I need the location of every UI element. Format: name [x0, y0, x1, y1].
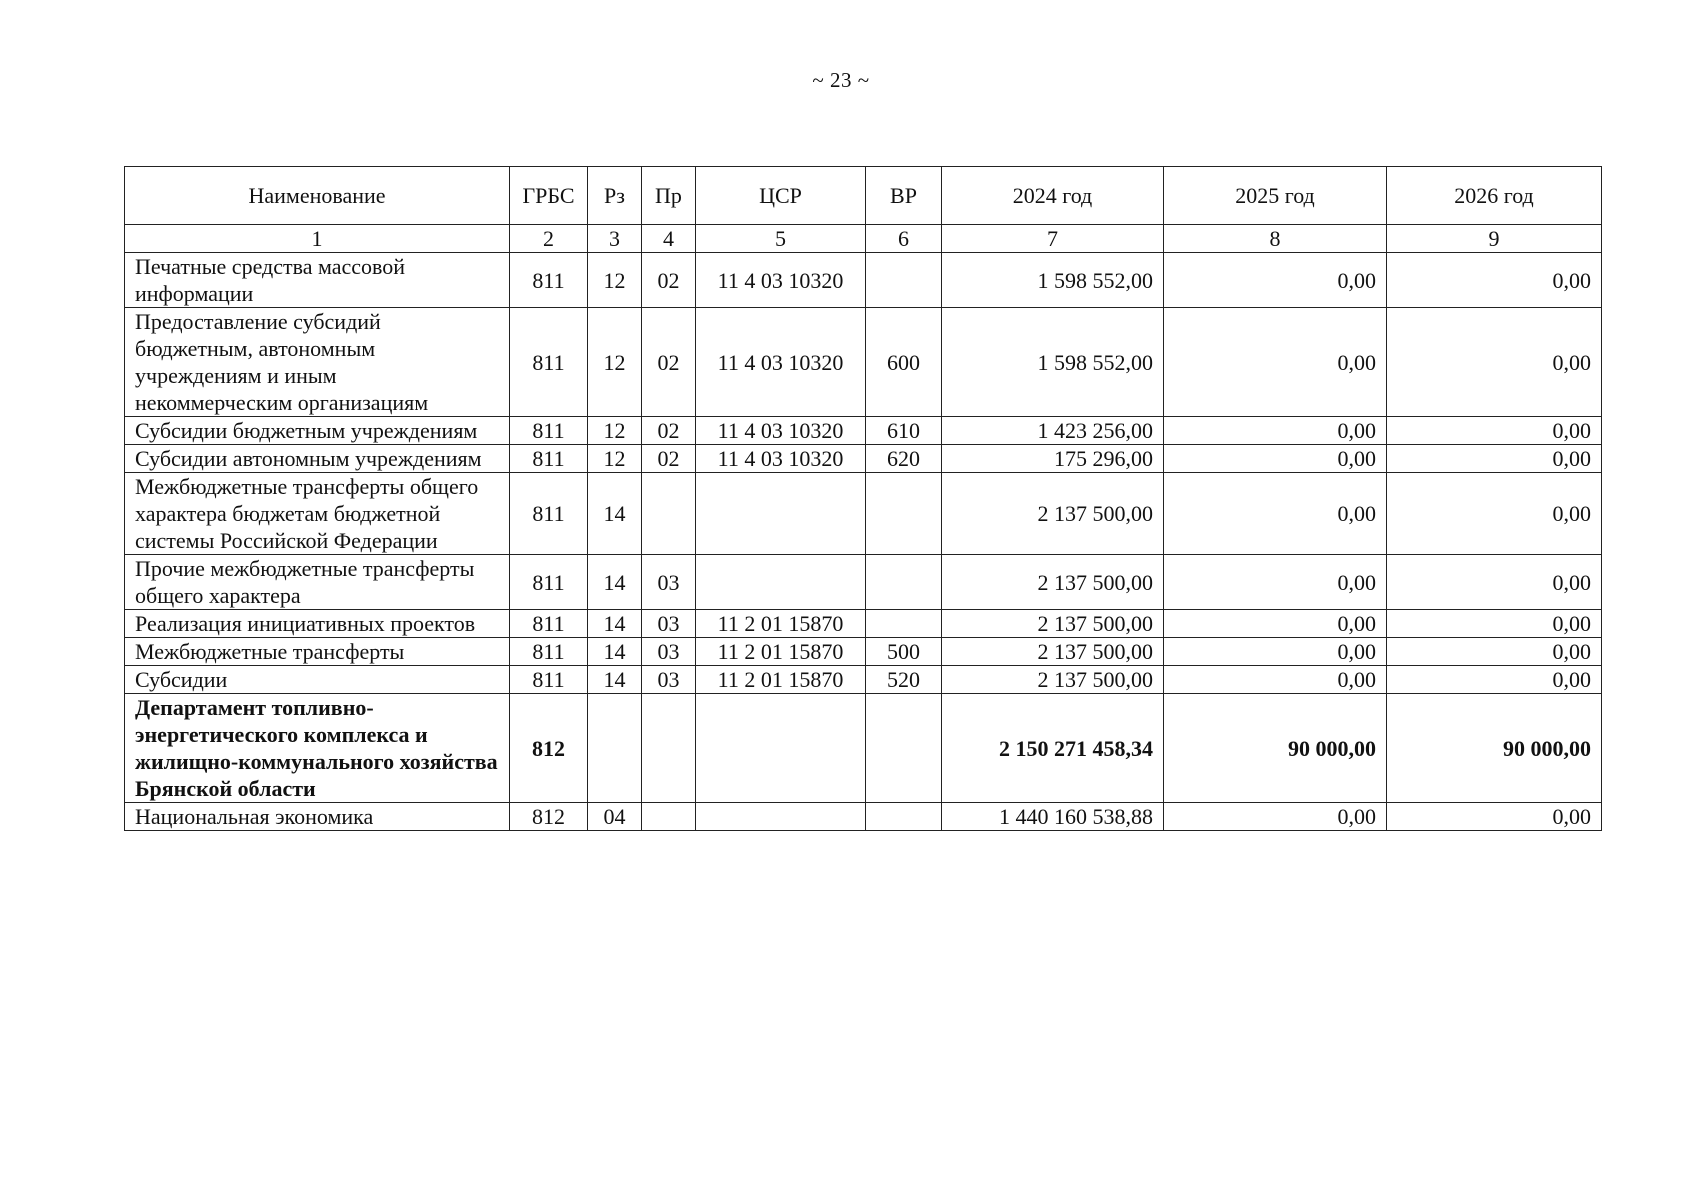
row-grbs: 811 [510, 417, 588, 445]
row-csr: 11 4 03 10320 [696, 308, 866, 417]
page-number: ~ 23 ~ [812, 68, 870, 92]
row-amount-2026: 0,00 [1387, 253, 1602, 308]
row-pr: 02 [642, 417, 696, 445]
row-name: Предоставление субсидий бюджетным, автономным учреждениям и иным некоммерческим организациям [125, 308, 510, 417]
row-amount-2024: 175 296,00 [942, 445, 1164, 473]
column-number: 8 [1164, 225, 1387, 253]
header-pr: Пр [642, 167, 696, 225]
column-number: 9 [1387, 225, 1602, 253]
row-vr: 610 [866, 417, 942, 445]
row-csr [696, 694, 866, 803]
row-pr: 02 [642, 253, 696, 308]
table-row [125, 666, 1602, 694]
row-vr: 600 [866, 308, 942, 417]
table-row [125, 417, 1602, 445]
row-amount-2025: 0,00 [1164, 417, 1387, 445]
row-amount-2024: 2 150 271 458,34 [942, 694, 1164, 803]
row-pr: 03 [642, 610, 696, 638]
column-number: 5 [696, 225, 866, 253]
header-grbs: ГРБС [510, 167, 588, 225]
row-name: Реализация инициативных проектов [125, 610, 510, 638]
table-row [125, 694, 1602, 803]
row-amount-2026: 0,00 [1387, 555, 1602, 610]
row-rz: 14 [588, 638, 642, 666]
row-pr [642, 803, 696, 831]
table-row [125, 638, 1602, 666]
row-rz: 14 [588, 555, 642, 610]
row-amount-2024: 2 137 500,00 [942, 555, 1164, 610]
row-amount-2025: 0,00 [1164, 666, 1387, 694]
row-csr: 11 2 01 15870 [696, 610, 866, 638]
row-amount-2026: 0,00 [1387, 666, 1602, 694]
row-grbs: 811 [510, 638, 588, 666]
row-grbs: 811 [510, 610, 588, 638]
row-grbs: 811 [510, 445, 588, 473]
row-grbs: 811 [510, 666, 588, 694]
row-vr: 520 [866, 666, 942, 694]
row-csr: 11 4 03 10320 [696, 445, 866, 473]
row-amount-2026: 0,00 [1387, 308, 1602, 417]
table-row [125, 253, 1602, 308]
row-pr [642, 473, 696, 555]
row-pr: 03 [642, 555, 696, 610]
table-row [125, 473, 1602, 555]
row-grbs: 811 [510, 555, 588, 610]
row-vr: 620 [866, 445, 942, 473]
row-rz: 14 [588, 610, 642, 638]
row-name: Национальная экономика [125, 803, 510, 831]
row-grbs: 811 [510, 253, 588, 308]
row-amount-2025: 0,00 [1164, 610, 1387, 638]
header-vr: ВР [866, 167, 942, 225]
row-amount-2024: 2 137 500,00 [942, 473, 1164, 555]
row-csr: 11 2 01 15870 [696, 638, 866, 666]
row-csr: 11 2 01 15870 [696, 666, 866, 694]
row-vr [866, 253, 942, 308]
row-name: Субсидии автономным учреждениям [125, 445, 510, 473]
budget-table [124, 166, 1602, 831]
row-amount-2024: 1 440 160 538,88 [942, 803, 1164, 831]
row-amount-2026: 90 000,00 [1387, 694, 1602, 803]
column-number: 4 [642, 225, 696, 253]
row-rz: 14 [588, 473, 642, 555]
column-number-row [125, 225, 1602, 253]
row-csr [696, 803, 866, 831]
row-pr: 03 [642, 638, 696, 666]
row-vr [866, 694, 942, 803]
row-vr [866, 803, 942, 831]
row-amount-2024: 1 423 256,00 [942, 417, 1164, 445]
header-name: Наименование [125, 167, 510, 225]
row-name: Департамент топливно-энергетического комплекса и жилищно-коммунального хозяйства Брянской области [125, 694, 510, 803]
header-2026: 2026 год [1387, 167, 1602, 225]
header-rz: Рз [588, 167, 642, 225]
row-amount-2025: 0,00 [1164, 253, 1387, 308]
row-pr: 02 [642, 445, 696, 473]
row-vr [866, 473, 942, 555]
row-amount-2025: 90 000,00 [1164, 694, 1387, 803]
row-grbs: 811 [510, 308, 588, 417]
column-number: 6 [866, 225, 942, 253]
header-csr: ЦСР [696, 167, 866, 225]
row-name: Субсидии [125, 666, 510, 694]
row-amount-2025: 0,00 [1164, 638, 1387, 666]
row-pr: 03 [642, 666, 696, 694]
row-vr [866, 555, 942, 610]
row-pr [642, 694, 696, 803]
column-number: 2 [510, 225, 588, 253]
row-amount-2025: 0,00 [1164, 803, 1387, 831]
table-body [125, 225, 1602, 831]
header-2024: 2024 год [942, 167, 1164, 225]
row-rz: 12 [588, 253, 642, 308]
column-number: 1 [125, 225, 510, 253]
row-csr [696, 473, 866, 555]
row-pr: 02 [642, 308, 696, 417]
row-amount-2026: 0,00 [1387, 473, 1602, 555]
row-grbs: 811 [510, 473, 588, 555]
table-row [125, 308, 1602, 417]
row-amount-2025: 0,00 [1164, 555, 1387, 610]
row-amount-2026: 0,00 [1387, 445, 1602, 473]
row-name: Межбюджетные трансферты [125, 638, 510, 666]
table-row [125, 445, 1602, 473]
row-rz: 12 [588, 308, 642, 417]
row-amount-2024: 2 137 500,00 [942, 666, 1164, 694]
column-number: 3 [588, 225, 642, 253]
row-rz: 04 [588, 803, 642, 831]
row-rz: 12 [588, 445, 642, 473]
row-name: Прочие межбюджетные трансферты общего характера [125, 555, 510, 610]
row-grbs: 812 [510, 694, 588, 803]
header-row [125, 167, 1602, 225]
row-rz: 14 [588, 666, 642, 694]
row-amount-2025: 0,00 [1164, 308, 1387, 417]
row-amount-2024: 2 137 500,00 [942, 638, 1164, 666]
row-amount-2024: 1 598 552,00 [942, 253, 1164, 308]
table-row [125, 803, 1602, 831]
header-2025: 2025 год [1164, 167, 1387, 225]
row-amount-2024: 2 137 500,00 [942, 610, 1164, 638]
row-vr [866, 610, 942, 638]
row-amount-2026: 0,00 [1387, 610, 1602, 638]
row-amount-2025: 0,00 [1164, 445, 1387, 473]
row-rz: 12 [588, 417, 642, 445]
row-grbs: 812 [510, 803, 588, 831]
row-csr: 11 4 03 10320 [696, 417, 866, 445]
row-amount-2026: 0,00 [1387, 417, 1602, 445]
row-rz [588, 694, 642, 803]
row-csr: 11 4 03 10320 [696, 253, 866, 308]
row-name: Межбюджетные трансферты общего характера бюджетам бюджетной системы Российской Федерации [125, 473, 510, 555]
column-number: 7 [942, 225, 1164, 253]
row-name: Субсидии бюджетным учреждениям [125, 417, 510, 445]
row-name: Печатные средства массовой информации [125, 253, 510, 308]
row-amount-2024: 1 598 552,00 [942, 308, 1164, 417]
table-row [125, 610, 1602, 638]
row-csr [696, 555, 866, 610]
row-amount-2026: 0,00 [1387, 638, 1602, 666]
row-amount-2026: 0,00 [1387, 803, 1602, 831]
table-row [125, 555, 1602, 610]
row-vr: 500 [866, 638, 942, 666]
row-amount-2025: 0,00 [1164, 473, 1387, 555]
